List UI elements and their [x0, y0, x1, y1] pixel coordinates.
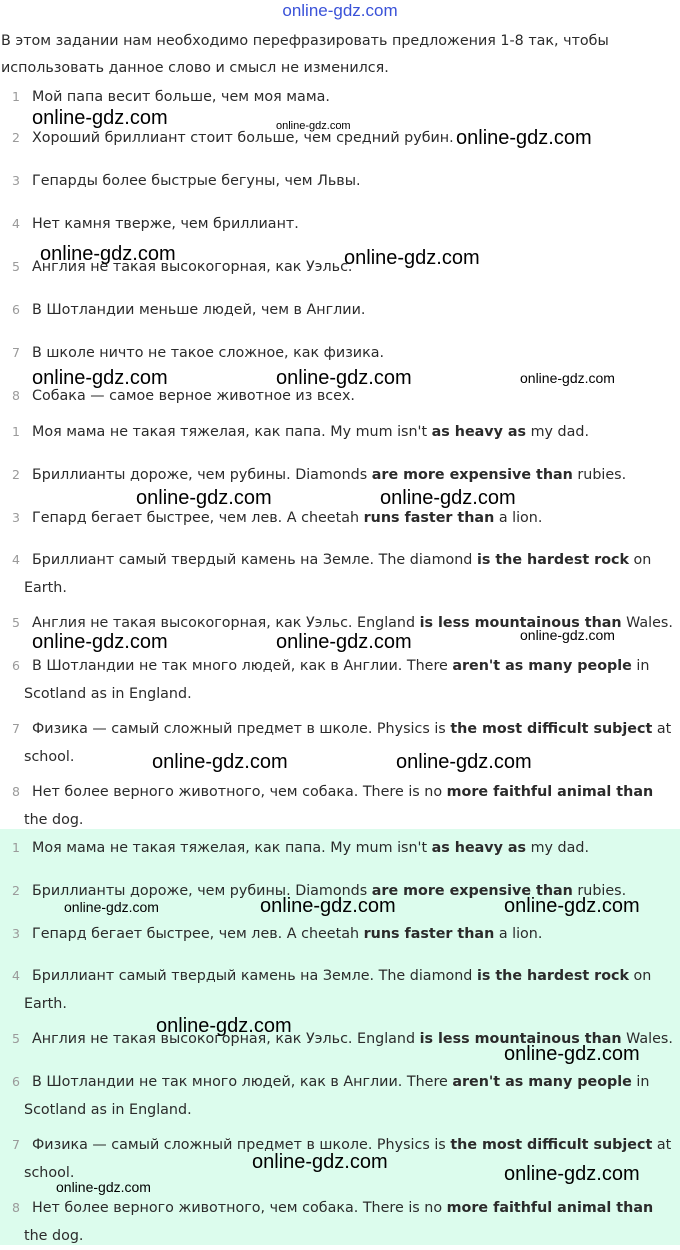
answer-text — [0, 1068, 676, 1124]
answer-ru: Англия не такая высокогорная, как Уэльс. — [32, 615, 353, 631]
answer-en-post: on Earth. — [24, 968, 652, 1012]
watermark: online-gdz.com — [276, 120, 351, 132]
item-number: 3 — [12, 510, 20, 525]
task-item — [0, 167, 676, 195]
watermark: online-gdz.com — [396, 751, 532, 773]
answer-en-key: is the hardest rock — [476, 552, 629, 568]
item-number: 5 — [12, 1031, 20, 1046]
answer-en-post: in Scotland as in England. — [24, 1074, 650, 1118]
answer-en-post: rubies. — [577, 883, 627, 899]
item-number: 2 — [12, 130, 20, 145]
watermark: online-gdz.com — [344, 247, 480, 269]
answer-ru: Англия не такая высокогорная, как Уэльс. — [32, 1031, 353, 1047]
answer-item-highlighted — [0, 1068, 676, 1124]
answer-en-pre: The diamond — [378, 552, 473, 568]
answer-en-pre: Physics is — [376, 1137, 446, 1153]
task-item — [0, 296, 676, 324]
item-number: 2 — [12, 467, 20, 482]
item-number: 5 — [12, 259, 20, 274]
task-text: Хороший бриллиант стоит больше, чем средний рубин. — [32, 130, 454, 146]
item-number: 1 — [12, 424, 20, 439]
answer-en-key: the most difficult subject — [450, 721, 653, 737]
item-number: 4 — [12, 968, 20, 983]
answer-item — [0, 461, 676, 489]
answer-en-pre: England — [357, 1031, 416, 1047]
watermark: online-gdz.com — [276, 631, 412, 653]
watermark: online-gdz.com — [156, 1015, 292, 1037]
answer-en-pre: There — [406, 658, 448, 674]
answer-en-pre: Diamonds — [295, 467, 368, 483]
task-text: Нет камня тверже, чем бриллиант. — [32, 216, 299, 232]
answer-en-post: at school. — [24, 721, 672, 765]
item-number: 5 — [12, 615, 20, 630]
answer-item — [0, 504, 676, 532]
answer-en-pre: A cheetah — [286, 926, 360, 942]
item-number: 6 — [12, 1074, 20, 1089]
answer-item — [0, 778, 676, 834]
item-number: 7 — [12, 721, 20, 736]
answer-ru: Бриллиант самый твердый камень на Земле. — [32, 552, 375, 568]
item-number: 8 — [12, 784, 20, 799]
answer-en-pre: My mum isn't — [330, 840, 428, 856]
answer-item-highlighted — [0, 962, 676, 1018]
task-text: Гепарды более быстрые бегуны, чем Львы. — [32, 173, 361, 189]
answer-ru: В Шотландии не так много людей, как в Англии. — [32, 658, 403, 674]
answer-en-post: Wales. — [626, 615, 673, 631]
answer-item-highlighted — [0, 1194, 676, 1250]
item-number: 3 — [12, 926, 20, 941]
watermark: online-gdz.com — [380, 487, 516, 509]
answer-ru: Моя мама не такая тяжелая, как папа. — [32, 424, 326, 440]
answer-en-pre: Physics is — [376, 721, 446, 737]
answer-en-pre: There is no — [362, 1200, 443, 1216]
answer-en-post: in Scotland as in England. — [24, 658, 650, 702]
answer-item — [0, 546, 676, 602]
watermark: online-gdz.com — [64, 899, 159, 915]
watermark: online-gdz.com — [260, 895, 396, 917]
answer-en-key: aren't as many people — [452, 658, 632, 674]
answer-en-post: on Earth. — [24, 552, 652, 596]
item-number: 7 — [12, 1137, 20, 1152]
answer-ru: Моя мама не такая тяжелая, как папа. — [32, 840, 326, 856]
answer-ru: Бриллианты дороже, чем рубины. — [32, 883, 291, 899]
answer-en-key: is less mountainous than — [419, 1031, 622, 1047]
answer-en-pre: My mum isn't — [330, 424, 428, 440]
task-text: Англия не такая высокогорная, как Уэльс. — [32, 259, 353, 275]
answer-item — [0, 715, 676, 771]
watermark: online-gdz.com — [520, 627, 615, 643]
answer-en-key: as heavy as — [431, 424, 527, 440]
item-number: 8 — [12, 1200, 20, 1215]
answer-ru: Физика — самый сложный предмет в школе. — [32, 721, 373, 737]
task-text: Мой папа весит больше, чем моя мама. — [32, 89, 330, 105]
item-number: 2 — [12, 883, 20, 898]
watermark: online-gdz.com — [504, 1043, 640, 1065]
answer-ru: Нет более верного животного, чем собака. — [32, 1200, 359, 1216]
site-header-watermark[interactable]: online-gdz.com — [282, 1, 398, 20]
answer-en-pre: England — [357, 615, 416, 631]
watermark: online-gdz.com — [32, 107, 168, 129]
answer-ru: Нет более верного животного, чем собака. — [32, 784, 359, 800]
answer-text — [0, 715, 676, 771]
item-number: 4 — [12, 552, 20, 567]
watermark: online-gdz.com — [456, 127, 592, 149]
answer-en-post: at school. — [24, 1137, 672, 1181]
answer-text — [0, 461, 676, 489]
answer-en-key: is the hardest rock — [476, 968, 629, 984]
answer-item — [0, 652, 676, 708]
answer-en-key: runs faster than — [363, 926, 495, 942]
item-number: 1 — [12, 89, 20, 104]
answer-text — [0, 546, 676, 602]
task-text: В школе ничто не такое сложное, как физика. — [32, 345, 385, 361]
answer-en-pre: Diamonds — [295, 883, 368, 899]
answer-en-pre: There is no — [362, 784, 443, 800]
answer-en-key: the most difficult subject — [450, 1137, 653, 1153]
watermark: online-gdz.com — [504, 895, 640, 917]
watermark: online-gdz.com — [136, 487, 272, 509]
watermark: online-gdz.com — [276, 367, 412, 389]
item-number: 1 — [12, 840, 20, 855]
answer-en-post: a lion. — [498, 926, 543, 942]
task-item — [0, 339, 676, 367]
answer-text — [0, 652, 676, 708]
answer-en-post: a lion. — [498, 510, 543, 526]
watermark: online-gdz.com — [252, 1151, 388, 1173]
answer-item-highlighted — [0, 834, 676, 862]
answer-en-pre: A cheetah — [286, 510, 360, 526]
answer-item — [0, 418, 676, 446]
task-text: В Шотландии меньше людей, чем в Англии. — [32, 302, 366, 318]
answer-text — [0, 920, 676, 948]
answer-text — [0, 504, 676, 532]
item-number: 8 — [12, 388, 20, 403]
answer-en-pre: There — [406, 1074, 448, 1090]
answer-en-post: the dog. — [24, 812, 84, 828]
answer-ru: Бриллиант самый твердый камень на Земле. — [32, 968, 375, 984]
answer-en-post: Wales. — [626, 1031, 673, 1047]
answer-en-key: is less mountainous than — [419, 615, 622, 631]
watermark: online-gdz.com — [504, 1163, 640, 1185]
answer-en-key: aren't as many people — [452, 1074, 632, 1090]
item-number: 6 — [12, 658, 20, 673]
watermark: online-gdz.com — [56, 1179, 151, 1195]
task-text: Собака — самое верное животное из всех. — [32, 388, 355, 404]
watermark: online-gdz.com — [32, 631, 168, 653]
answer-text — [0, 962, 676, 1018]
answer-en-post: rubies. — [577, 467, 627, 483]
item-number: 3 — [12, 173, 20, 188]
item-number: 7 — [12, 345, 20, 360]
answer-ru: Физика — самый сложный предмет в школе. — [32, 1137, 373, 1153]
task-intro: В этом задании нам необходимо перефразировать предложения 1-8 так, чтобы использовать данное слово и смысл не изменился. — [1, 33, 609, 76]
answer-ru: В Шотландии не так много людей, как в Англии. — [32, 1074, 403, 1090]
answer-item-highlighted — [0, 920, 676, 948]
answer-en-post: the dog. — [24, 1228, 84, 1244]
answer-en-post: my dad. — [530, 840, 590, 856]
answer-en-key: are more expensive than — [371, 883, 573, 899]
answer-en-key: more faithful animal than — [446, 784, 654, 800]
task-item — [0, 210, 676, 238]
answer-text — [0, 418, 676, 446]
item-number: 6 — [12, 302, 20, 317]
answer-en-key: as heavy as — [431, 840, 527, 856]
answer-en-key: more faithful animal than — [446, 1200, 654, 1216]
answer-ru: Гепард бегает быстрее, чем лев. — [32, 926, 283, 942]
answer-en-pre: The diamond — [378, 968, 473, 984]
answer-text — [0, 834, 676, 862]
answer-en-key: runs faster than — [363, 510, 495, 526]
watermark: online-gdz.com — [152, 751, 288, 773]
answer-ru: Бриллианты дороже, чем рубины. — [32, 467, 291, 483]
answer-text — [0, 778, 676, 834]
answer-en-key: are more expensive than — [371, 467, 573, 483]
item-number: 4 — [12, 216, 20, 231]
watermark: online-gdz.com — [40, 243, 176, 265]
watermark: online-gdz.com — [520, 370, 615, 386]
answer-text — [0, 1194, 676, 1250]
answer-en-post: my dad. — [530, 424, 590, 440]
watermark: online-gdz.com — [32, 367, 168, 389]
answer-ru: Гепард бегает быстрее, чем лев. — [32, 510, 283, 526]
